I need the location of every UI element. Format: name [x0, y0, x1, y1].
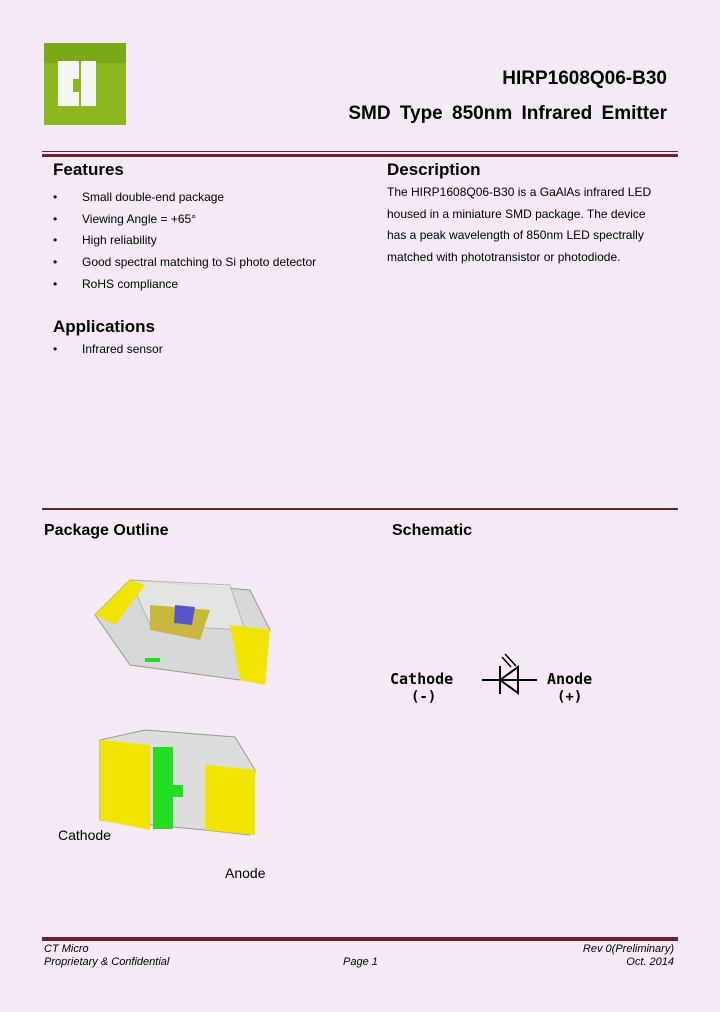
package-3d-top-view	[90, 570, 280, 695]
divider	[42, 154, 678, 157]
cathode-label: Cathode	[58, 827, 111, 843]
company-logo	[44, 43, 126, 125]
features-heading: Features	[53, 160, 124, 179]
applications-list	[53, 342, 163, 364]
schematic-heading: Schematic	[392, 522, 473, 539]
footer-page-number: Page 1	[343, 956, 378, 968]
divider	[42, 508, 678, 510]
footer-confidential: Proprietary & Confidential	[44, 956, 170, 968]
part-number: HIRP1608Q06-B30	[502, 68, 667, 89]
footer-date: Oct. 2014	[626, 956, 674, 968]
description-heading: Description	[387, 160, 481, 179]
schematic-anode-label: Anode	[547, 670, 593, 688]
list-item: • Good spectral matching to Si photo detector	[53, 255, 316, 277]
footer-divider	[42, 937, 678, 941]
list-item: • High reliability	[53, 233, 316, 255]
footer-revision: Rev 0(Preliminary)	[582, 943, 674, 955]
features-list	[53, 190, 316, 298]
applications-heading: Applications	[53, 317, 156, 336]
footer-company: CT Micro	[44, 943, 89, 955]
list-item: • Small double-end package	[53, 190, 316, 212]
list-item: • Infrared sensor	[53, 342, 163, 364]
anode-label: Anode	[225, 865, 266, 881]
product-subtitle: SMD Type 850nm Infrared Emitter	[348, 103, 667, 124]
list-item: • RoHS compliance	[53, 277, 316, 299]
schematic-cathode-sign: (-)	[411, 689, 437, 705]
divider	[42, 151, 678, 152]
package-3d-bottom-view	[95, 725, 260, 840]
package-outline-heading: Package Outline	[44, 522, 169, 539]
description-text: The HIRP1608Q06-B30 is a GaAlAs infrared LED housed in a miniature SMD package. The device has a peak wavelength of 850nm LED spectrally matched with phototransistor or photodiode.	[387, 185, 652, 265]
schematic-cathode-label: Cathode	[390, 670, 454, 688]
list-item: • Viewing Angle = +65°	[53, 212, 316, 234]
schematic-anode-sign: (+)	[557, 689, 583, 705]
led-diode-symbol	[480, 650, 542, 700]
